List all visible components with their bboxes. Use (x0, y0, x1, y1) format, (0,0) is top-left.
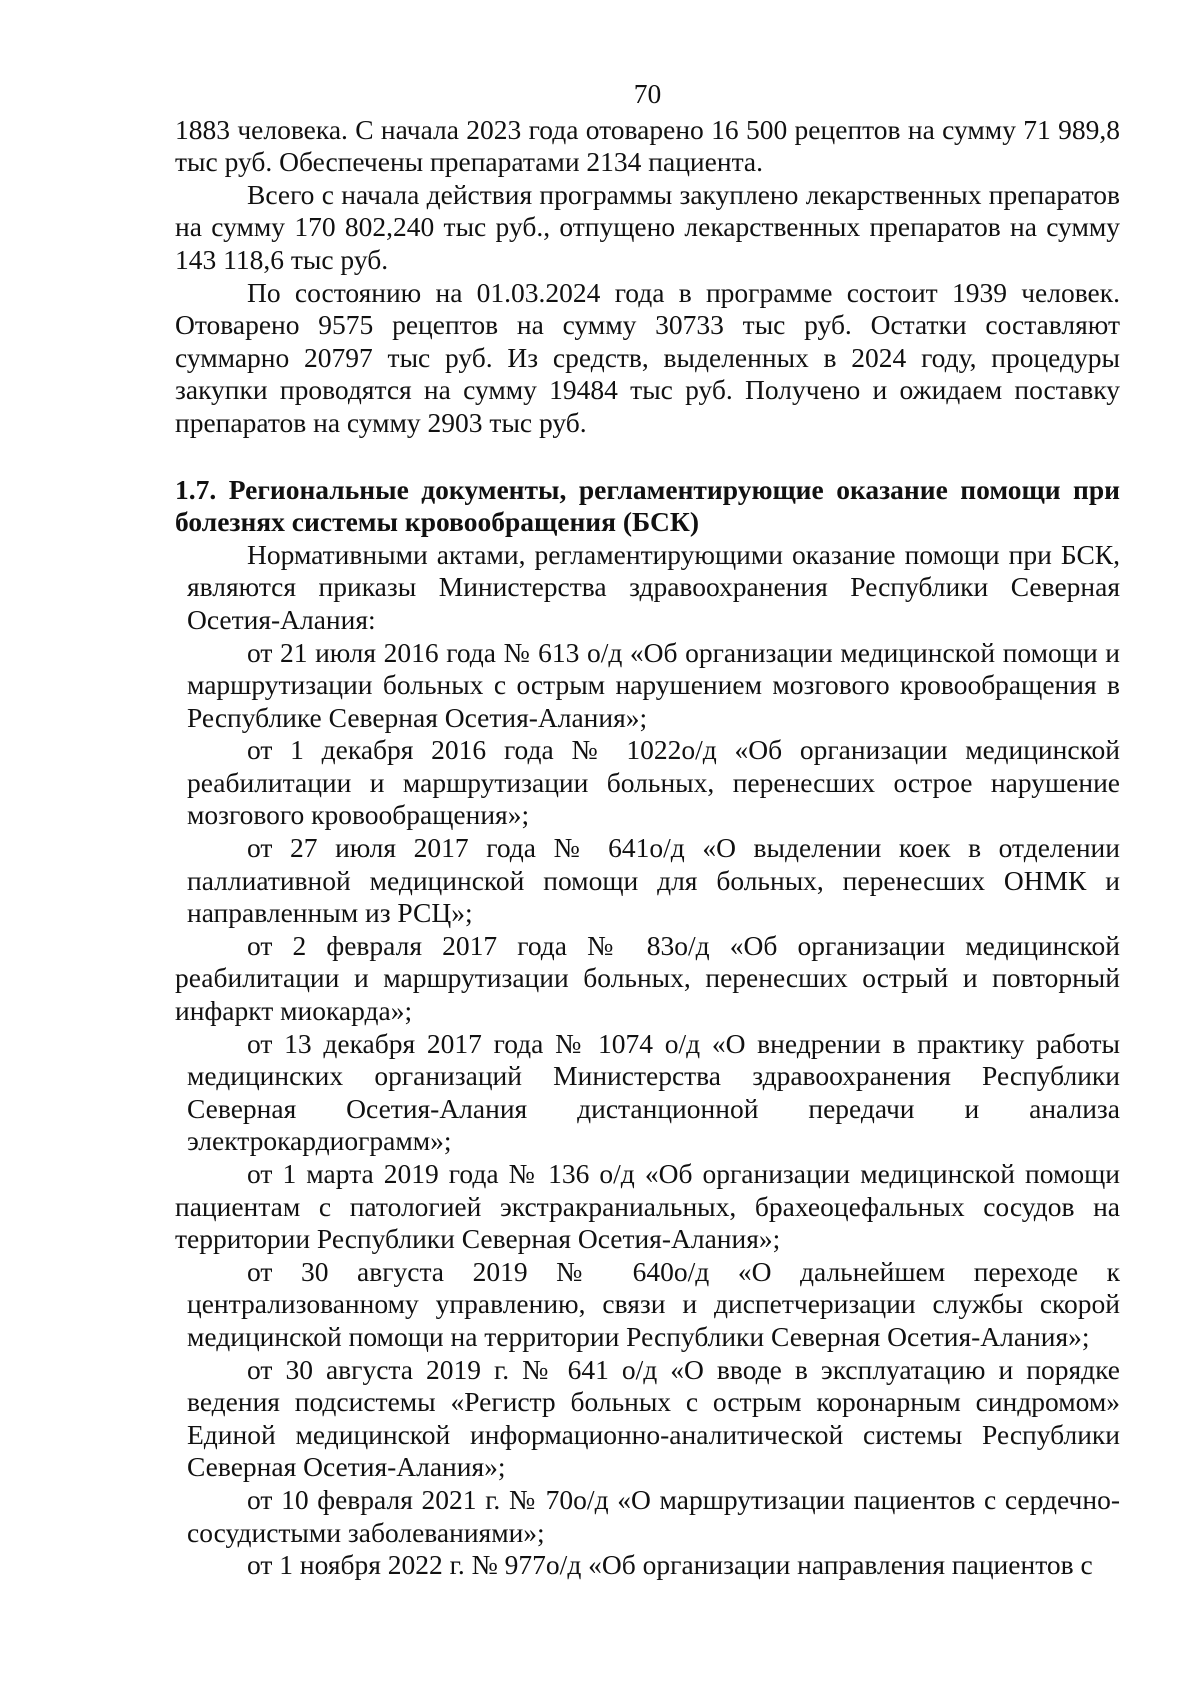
intro-paragraph-3: По состоянию на 01.03.2024 года в программе состоит 1939 человек. Отоварено 9575 рецептов на сумму 30733 тыс руб. Остатки составляют суммарно 20797 тыс руб. Из средств, выделенных в 2024 году, процедуры закупки проводятся на сумму 19484 тыс руб. Получено и ожидаем поставку препаратов на сумму 2903 тыс руб. (175, 276, 1120, 438)
page-number: 70 (633, 78, 662, 109)
order-item: от 1 ноября 2022 г. № 977о/д «Об организации направления пациентов с (247, 1549, 1093, 1581)
order-item: от 1 марта 2019 года № 136 о/д «Об организации медицинской помощи пациентам с патологией экстракраниальных, брахеоцефальных сосудов на территории Республики Северная Осетия-Алания»; (175, 1158, 1120, 1255)
order-item: от 27 июля 2017 года № 641о/д «О выделении коек в отделении паллиативной медицинской помощи для больных, перенесших ОНМК и направленным из РСЦ»; (187, 832, 1120, 929)
order-item: от 30 августа 2019 г. № 641 о/д «О вводе в эксплуатацию и порядке ведения подсистемы «Регистр больных с острым коронарным синдромом» Единой медицинской информационно-аналитической системы Республики Северная Осетия-Алания»; (187, 1353, 1120, 1483)
order-item: от 10 февраля 2021 г. № 70о/д «О маршрутизации пациентов с сердечно-сосудистыми заболеваниями»; (187, 1483, 1120, 1548)
orders-list (175, 539, 1120, 1582)
intro-paragraph-2: Всего с начала действия программы закуплено лекарственных препаратов на сумму 170 802,240 тыс руб., отпущено лекарственных препаратов на сумму 143 118,6 тыс руб. (175, 178, 1120, 275)
order-item: от 2 февраля 2017 года № 83о/д «Об организации медицинской реабилитации и маршрутизации больных, перенесших острый и повторный инфаркт миокарда»; (175, 929, 1120, 1027)
order-item: от 1 декабря 2016 года № 1022о/д «Об организации медицинской реабилитации и маршрутизации больных, перенесших острое нарушение мозгового кровообращения»; (187, 734, 1120, 831)
intro-paragraph-1: 1883 человека. С начала 2023 года отоварено 16 500 рецептов на сумму 71 989,8 тыс руб. Обеспечены препаратами 2134 пациента. (175, 113, 1120, 178)
order-item: от 30 августа 2019 № 640о/д «О дальнейшем переходе к централизованному управлению, связи и диспетчеризации службы скорой медицинской помощи на территории Республики Северная Осетия-Алания»; (187, 1255, 1120, 1352)
section-intro: Нормативными актами, регламентирующими оказание помощи при БСК, являются приказы Министерства здравоохранения Республики Северная Осетия-Алания: (187, 538, 1120, 635)
section-heading: 1.7. Региональные документы, регламентирующие оказание помощи при болезнях системы кровообращения (БСК) (175, 473, 1120, 538)
order-item: от 21 июля 2016 года № 613 о/д «Об организации медицинской помощи и маршрутизации больных с острым нарушением мозгового кровообращения в Республике Северная Осетия-Алания»; (187, 636, 1120, 733)
document-page (175, 78, 1120, 1582)
order-item: от 13 декабря 2017 года № 1074 о/д «О внедрении в практику работы медицинских организаций Министерства здравоохранения Республики Северная Осетия-Алания дистанционной передачи и анализа электрокардиограмм»; (187, 1027, 1120, 1157)
